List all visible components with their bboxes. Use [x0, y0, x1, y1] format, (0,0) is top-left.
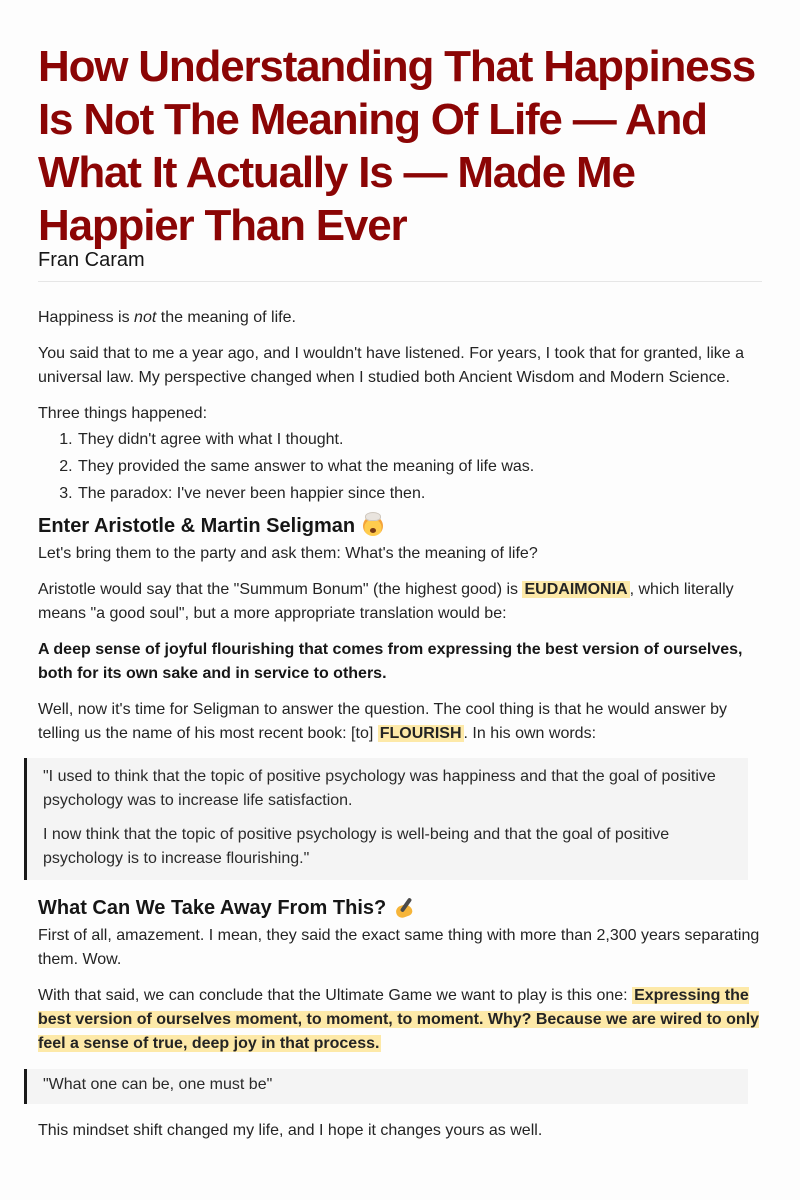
- writing-hand-icon: [394, 897, 416, 919]
- list-item: 3. The paradox: I've never been happier since then.: [77, 482, 762, 506]
- things-happened-list: [38, 428, 762, 506]
- header-divider: [38, 281, 762, 282]
- intro-paragraph-3: Three things happened:: [38, 405, 208, 422]
- section1-p4-text: Well, now it's time for Seligman to answer the question. The cool thing is that he would answer by telling us the name of his most recent book: [to]: [38, 701, 728, 742]
- section1-paragraph-1: Let's bring them to the party and ask them: What's the meaning of life?: [38, 545, 538, 562]
- section1-p4-text-end: . In his own words:: [463, 725, 597, 742]
- flourish-highlight: FLOURISH: [379, 725, 462, 742]
- list-item: 1. They didn't agree with what I thought.: [77, 428, 762, 452]
- section1-heading-text: Enter Aristotle & Martin Seligman: [38, 515, 356, 537]
- article-title: How Understanding That Happiness Is Not The Meaning Of Life — And What It Actually Is — Made Me Happier Than Ever: [38, 42, 755, 250]
- closing-paragraph: This mindset shift changed my life, and I hope it changes yours as well.: [38, 1122, 543, 1139]
- mind-blown-icon: [363, 516, 383, 536]
- must-be-quote: [24, 1069, 748, 1104]
- author-name: Fran Caram: [38, 249, 145, 271]
- section-heading-takeaway: [38, 894, 762, 922]
- section1-paragraph-2: [38, 578, 762, 626]
- section2-p2-text: With that said, we can conclude that the Ultimate Game we want to play is this one:: [38, 987, 633, 1004]
- section2-paragraph-2: [38, 984, 762, 1056]
- section-heading-aristotle-seligman: [38, 512, 762, 540]
- intro-p1-text-end: the meaning of life.: [156, 309, 296, 326]
- section1-p2-text: Aristotle would say that the "Summum Bonum" (the highest good) is: [38, 581, 523, 598]
- eudaimonia-definition: A deep sense of joyful flourishing that comes from expressing the best version of ourselves, both for its own sake and in service to others.: [38, 641, 743, 682]
- seligman-quote: [24, 758, 748, 880]
- list-item: 2. They provided the same answer to what the meaning of life was.: [77, 455, 762, 479]
- intro-paragraph-1: [38, 306, 762, 330]
- section2-heading-text: What Can We Take Away From This?: [38, 897, 387, 919]
- quote-paragraph-1: "I used to think that the topic of positive psychology was happiness and that the goal of positive psychology was to increase life satisfaction.: [43, 768, 716, 809]
- section1-paragraph-4: [38, 698, 762, 746]
- section1-p2-text-end: , which literally means "a good soul", but a more appropriate translation would be:: [38, 581, 734, 622]
- intro-paragraph-2: You said that to me a year ago, and I wouldn't have listened. For years, I took that for granted, like a universal law. My perspective changed when I studied both Ancient Wisdom and Modern Science.: [38, 345, 744, 386]
- short-quote-text: "What one can be, one must be": [43, 1076, 273, 1093]
- intro-p1-text: Happiness is: [38, 309, 135, 326]
- quote-paragraph-2: I now think that the topic of positive psychology is well-being and that the goal of positive psychology is to increase flourishing.": [43, 826, 670, 867]
- ultimate-game-highlight: Expressing the best version of ourselves moment, to moment, to moment. Why? Because we are wired to only feel a sense of true, deep joy in that process.: [38, 987, 760, 1052]
- section2-paragraph-1: First of all, amazement. I mean, they said the exact same thing with more than 2,300 years separating them. Wow.: [38, 927, 760, 968]
- intro-p1-emphasis: not: [134, 309, 157, 326]
- eudaimonia-highlight: EUDAIMONIA: [524, 581, 628, 598]
